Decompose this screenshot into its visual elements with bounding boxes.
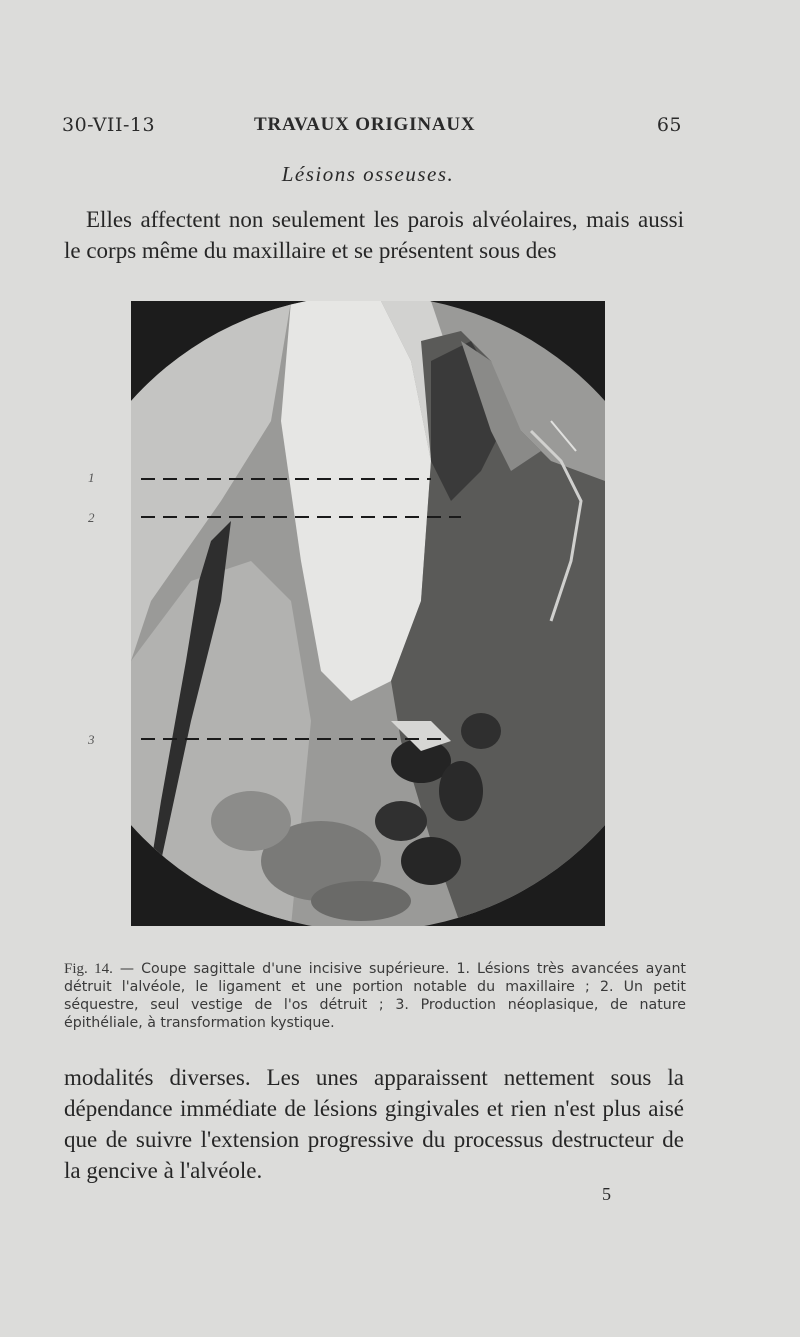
header-date: 30-VII-13 xyxy=(62,114,156,136)
histology-image xyxy=(131,301,605,926)
page-number: 65 xyxy=(656,114,682,136)
signature-mark: 5 xyxy=(602,1184,611,1204)
figure-marker-3: 3 xyxy=(88,732,95,747)
figure-label: Fig. 14. xyxy=(64,961,113,977)
header-title: TRAVAUX ORIGINAUX xyxy=(254,114,476,135)
histology-figure xyxy=(131,301,605,926)
paragraph-top: Elles affectent non seulement les parois alvéolaires, mais aussi le corps même du maxillaire et se présentent sous des xyxy=(64,207,684,263)
running-header xyxy=(62,112,682,142)
figure-marker-1: 1 xyxy=(88,470,95,485)
section-title: Lésions osseuses. xyxy=(281,162,455,186)
caption-text: — Coupe sagittale d'une incisive supérieure. 1. Lésions très avancées ayant détruit l'alvéole, le ligament et une portion notable du maxillaire ; 2. Un petit séquestre, seul vestige de l'os détruit ; 3. Production néoplasique, de nature épithéliale, à transformation kystique. xyxy=(64,961,686,1031)
figure-caption xyxy=(64,960,686,1032)
paragraph-bottom: modalités diverses. Les unes apparaissent nettement sous la dépendance immédiate de lésions gingivales et rien n'est plus aisé que de suivre l'extension progressive du processus destructeur de la gencive à l'alvéole. xyxy=(64,1065,684,1183)
figure-marker-2: 2 xyxy=(88,510,95,525)
